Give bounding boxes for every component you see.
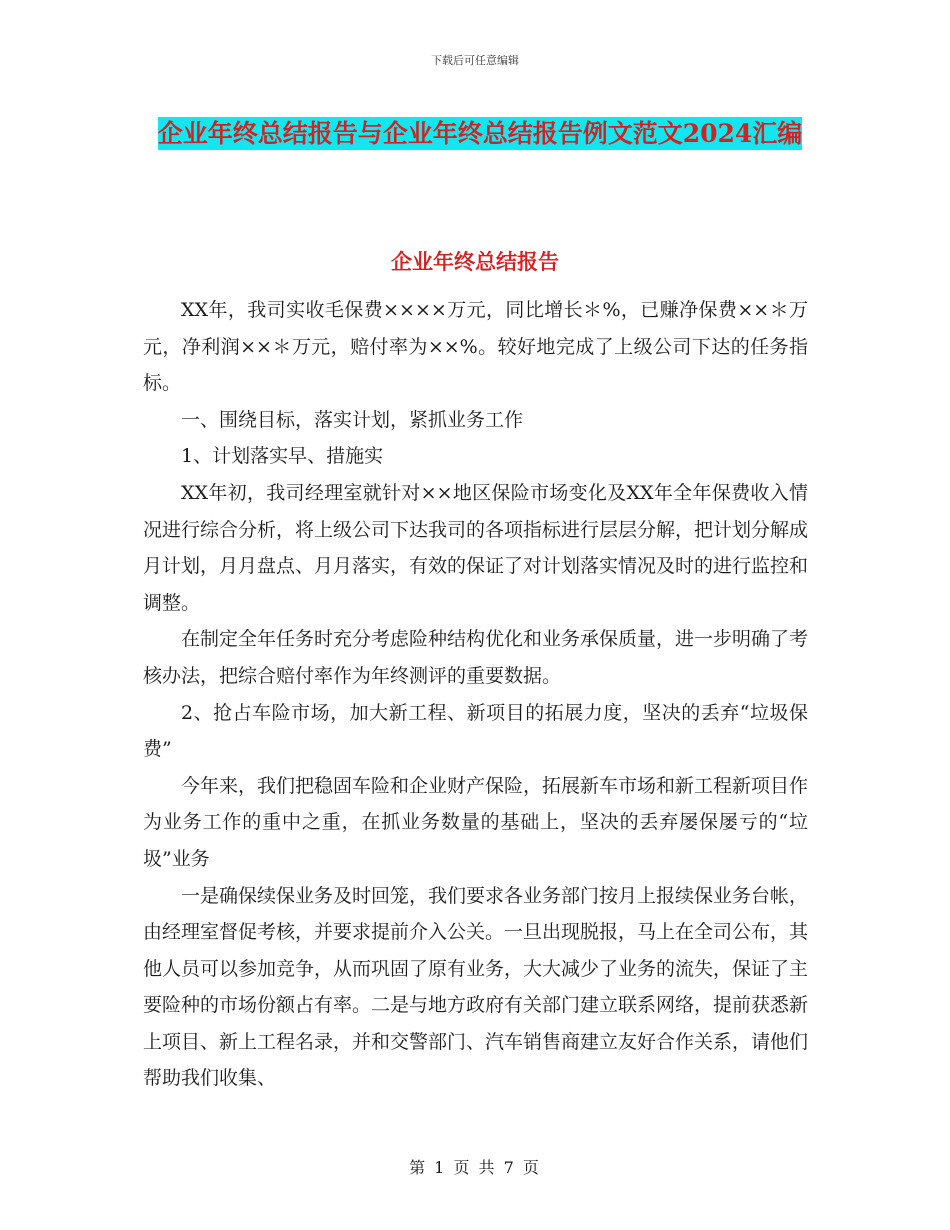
heading-level-2: 2、抢占车险市场，加大新工程、新项目的拓展力度，坚决的丢弃“垃圾保费” — [143, 701, 808, 761]
section-title: 企业年终总结报告 — [391, 249, 559, 274]
paragraph: 今年来，我们把稳固车险和企业财产保险，拓展新车市场和新工程新项目作为业务工作的重中之重，在抓业务数量的基础上，坚决的丢弃屡保屡亏的“垃圾”业务 — [143, 774, 809, 870]
heading-level-1: 一、围绕目标，落实计划，紧抓业务工作 — [181, 408, 524, 431]
header-note: 下载后可任意编辑 — [431, 54, 519, 67]
document-title — [140, 110, 820, 158]
paragraph: 在制定全年任务时充分考虑险种结构优化和业务承保质量，进一步明确了考核办法，把综合赔付率作为年终测评的重要数据。 — [143, 628, 809, 687]
heading-level-2: 1、计划落实早、措施实 — [181, 445, 384, 468]
document-title-text: 企业年终总结报告与企业年终总结报告例文范文2024汇编 — [157, 119, 803, 148]
paragraph: 一是确保续保业务及时回笼，我们要求各业务部门按月上报续保业务台帐，由经理室督促考核，并要求提前介入公关。一旦出现脱报，马上在全司公布，其他人员可以参加竞争，从而巩固了原有业务，大大减少了业务的流失，保证了主要险种的市场份额占有率。二是与地方政府有关部门建立联系网络，提前获悉新上项目、新上工程名录，并和交警部门、汽车销售商建立友好合作关系，请他们帮助我们收集、 — [143, 884, 809, 1090]
paragraph: XX年，我司实收毛保费××××万元，同比增长＊%，已赚净保费××＊万元，净利润××＊万元，赔付率为××%。较好地完成了上级公司下达的任务指标。 — [143, 299, 808, 395]
page-footer: 第 1 页 共 7 页 — [409, 1158, 541, 1177]
paragraph: XX年初，我司经理室就针对××地区保险市场变化及XX年全年保费收入情况进行综合分析，将上级公司下达我司的各项指标进行层层分解，把计划分解成月计划，月月盘点、月月落实，有效的保证了对计划落实情况及时的进行监控和调整。 — [143, 481, 809, 614]
document-body — [143, 292, 808, 1097]
